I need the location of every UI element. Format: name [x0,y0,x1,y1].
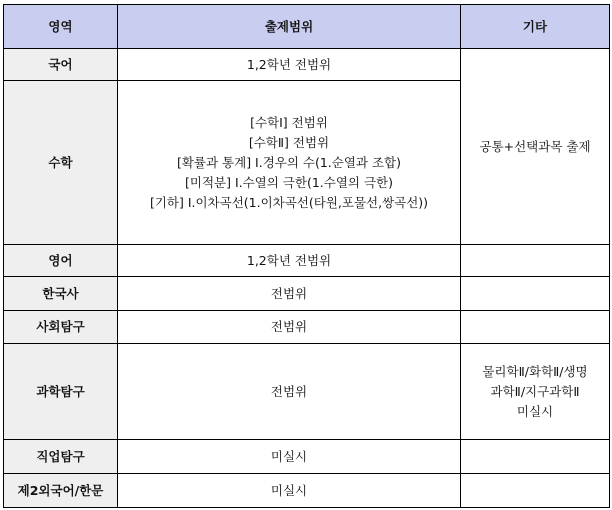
table-row [4,311,610,344]
range-line: 미실시 [270,482,308,498]
range-cell [118,440,461,474]
area-cell: 국어 [4,49,118,81]
range-line: [미적분] Ⅰ.수열의 극한(1.수열의 극한) [185,174,393,190]
range-cell [118,49,461,81]
area-cell: 수학 [4,81,118,245]
etc-cell [461,311,610,344]
range-line: 전범위 [270,319,308,334]
range-line: [확률과 통계] Ⅰ.경우의 수(1.순열과 조합) [176,154,402,170]
area-cell: 과학탐구 [4,344,118,440]
area-cell: 사회탐구 [4,311,118,344]
range-line: 1,2학년 전범위 [246,56,332,72]
table-row [4,344,610,440]
etc-line: 물리학Ⅱ/화학Ⅱ/생명 [482,363,588,379]
etc-cell [461,49,610,245]
range-cell [118,311,461,344]
exam-scope-table [3,4,610,508]
etc-cell [461,245,610,277]
header-range: 출제범위 [118,5,461,49]
etc-line: 미실시 [516,403,554,419]
range-line: 전범위 [270,383,308,399]
etc-line: 공통+선택과목 출제 [479,138,591,154]
range-line: [기하] Ⅰ.이차곡선(1.이차곡선(타원,포물선,쌍곡선)) [149,194,429,210]
etc-cell [461,474,610,508]
range-cell [118,245,461,277]
table-row [4,277,610,311]
table-row [4,49,610,81]
range-line: 미실시 [270,448,308,464]
range-line: 전범위 [270,285,308,301]
table-row [4,474,610,508]
area-cell: 한국사 [4,277,118,311]
table-row [4,440,610,474]
range-cell [118,277,461,311]
area-cell: 제2외국어/한문 [4,474,118,508]
etc-cell [461,277,610,311]
range-line: [수학Ⅱ] 전범위 [248,134,330,150]
etc-line: 과학Ⅱ/지구과학Ⅱ [490,383,580,399]
table-row [4,245,610,277]
area-cell: 영어 [4,245,118,277]
range-line: 1,2학년 전범위 [246,252,332,268]
range-cell [118,81,461,245]
header-row [4,5,610,49]
area-cell: 직업탐구 [4,440,118,474]
header-etc: 기타 [461,5,610,49]
header-area: 영역 [4,5,118,49]
etc-cell [461,344,610,440]
range-line: [수학Ⅰ] 전범위 [250,114,328,130]
range-cell [118,344,461,440]
etc-cell [461,440,610,474]
range-cell [118,474,461,508]
